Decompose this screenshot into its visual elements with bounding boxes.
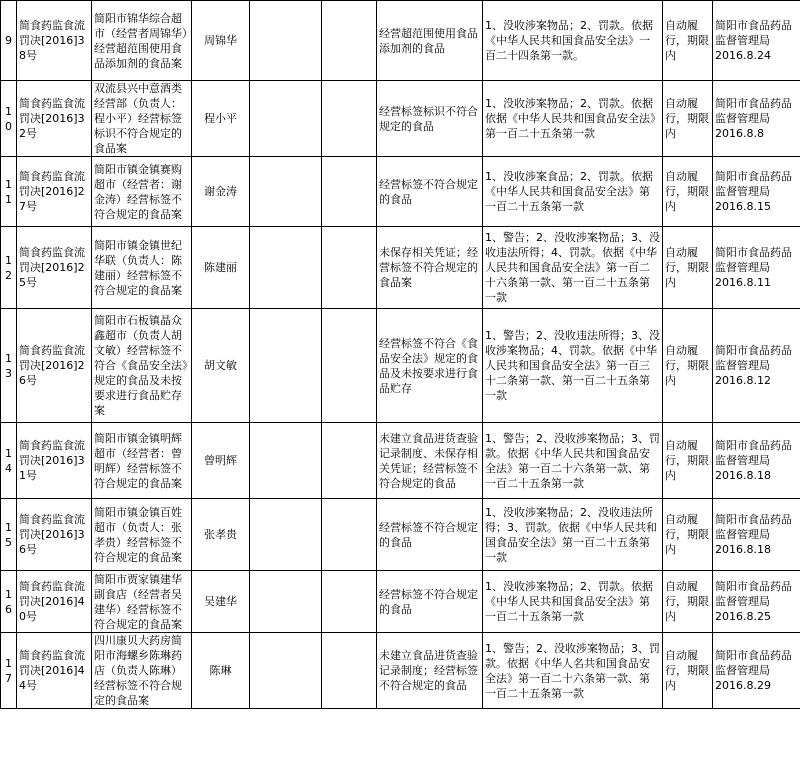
case-name: 简阳市镇金镇百姓超市（负责人：张孝贵）经营标签不符合规定的食品案 bbox=[92, 499, 192, 571]
authority-date-cell bbox=[713, 1, 800, 81]
responsible-person: 张孝贵 bbox=[192, 499, 250, 571]
violation-cell: 未建立食品进货查验记录制度、未保存相关凭证；经营标签不符合规定的食品 bbox=[377, 423, 483, 499]
penalty-cell: 1、警告；2、没收涉案物品；3、没收违法所得；4、罚款。依据《中华人民共和国食品安全法》第一百二十六条第一款、第一百二十五条第一款 bbox=[483, 227, 663, 309]
blank-cell bbox=[322, 157, 377, 227]
term-cell: 自动履行，期限内 bbox=[663, 571, 713, 633]
penalty-cell: 1、警告；2、没收涉案物品；3、罚款。依据《中华人民共和国食品安全法》第一百二十六条第一款、第一百二十五条第一款 bbox=[483, 423, 663, 499]
row-number: 14 bbox=[1, 423, 17, 499]
row-number: 13 bbox=[1, 309, 17, 423]
authority-name: 简阳市食品药品监督管理局 bbox=[715, 344, 792, 372]
row-number: 17 bbox=[1, 633, 17, 709]
table-row bbox=[1, 571, 800, 633]
violation-cell: 经营超范围使用食品添加剂的食品 bbox=[377, 1, 483, 81]
document-number: 简食药监食流罚决[2016]27号 bbox=[17, 157, 92, 227]
document-number: 简食药监食流罚决[2016]40号 bbox=[17, 571, 92, 633]
decision-date: 2016.8.8 bbox=[715, 127, 764, 140]
violation-cell: 经营标签不符合规定的食品 bbox=[377, 571, 483, 633]
document-number: 简食药监食流罚决[2016]26号 bbox=[17, 309, 92, 423]
penalty-cell: 1、警告；2、没收违法所得；3、没收涉案物品；4、罚款。依据《中华人民共和国食品安全法》第一百三十二条第一款、第一百二十五条第一款 bbox=[483, 309, 663, 423]
penalty-cell: 1、没收涉案物品；2、罚款。依据《中华人民共和国食品安全法》一百二十四条第一款。 bbox=[483, 1, 663, 81]
responsible-person: 谢金涛 bbox=[192, 157, 250, 227]
decision-date: 2016.8.18 bbox=[715, 543, 771, 556]
decision-date: 2016.8.12 bbox=[715, 374, 771, 387]
row-number: 16 bbox=[1, 571, 17, 633]
table-row bbox=[1, 423, 800, 499]
responsible-person: 周锦华 bbox=[192, 1, 250, 81]
violation-cell: 未建立食品进货查验记录制度；经营标签不符合规定的食品 bbox=[377, 633, 483, 709]
table-row bbox=[1, 227, 800, 309]
violation-cell: 经营标签不符合《食品安全法》规定的食品及未按要求进行食品贮存 bbox=[377, 309, 483, 423]
authority-date-cell bbox=[713, 309, 800, 423]
authority-date-cell bbox=[713, 227, 800, 309]
term-cell: 自动履行，期限内 bbox=[663, 227, 713, 309]
table-row bbox=[1, 1, 800, 81]
document-number: 简食药监食流罚决[2016]31号 bbox=[17, 423, 92, 499]
responsible-person: 陈琳 bbox=[192, 633, 250, 709]
document-number: 简食药监食流罚决[2016]44号 bbox=[17, 633, 92, 709]
decision-date: 2016.8.29 bbox=[715, 679, 771, 692]
responsible-person: 胡文敏 bbox=[192, 309, 250, 423]
authority-date-cell bbox=[713, 499, 800, 571]
term-cell: 自动履行，期限内 bbox=[663, 499, 713, 571]
table-row bbox=[1, 81, 800, 157]
authority-date-cell bbox=[713, 423, 800, 499]
authority-name: 简阳市食品药品监督管理局 bbox=[715, 97, 792, 125]
penalty-cell: 1、没收涉案物品；2、罚款。依据依据《中华人民共和国食品安全法》第一百二十五条第一款 bbox=[483, 81, 663, 157]
case-name: 双流县兴中意酒类经营部（负责人：程小平）经营标签标识不符合规定的食品案 bbox=[92, 81, 192, 157]
blank-cell bbox=[322, 423, 377, 499]
table-row bbox=[1, 499, 800, 571]
blank-cell bbox=[250, 157, 322, 227]
authority-date-cell bbox=[713, 157, 800, 227]
row-number: 15 bbox=[1, 499, 17, 571]
authority-name: 简阳市食品药品监督管理局 bbox=[715, 580, 792, 608]
blank-cell bbox=[250, 499, 322, 571]
case-name: 简阳市锦华综合超市（经营者周锦华）经营超范围使用食品添加剂的食品案 bbox=[92, 1, 192, 81]
authority-name: 简阳市食品药品监督管理局 bbox=[715, 439, 792, 467]
blank-cell bbox=[250, 1, 322, 81]
penalty-cell: 1、没收涉案物品；2、罚款。依据《中华人民共和国食品安全法》第一百二十五条第一款 bbox=[483, 571, 663, 633]
row-number: 12 bbox=[1, 227, 17, 309]
responsible-person: 曾明辉 bbox=[192, 423, 250, 499]
term-cell: 自动履行，期限内 bbox=[663, 309, 713, 423]
row-number: 11 bbox=[1, 157, 17, 227]
term-cell: 自动履行，期限内 bbox=[663, 81, 713, 157]
violation-cell: 经营标签不符合规定的食品 bbox=[377, 157, 483, 227]
table-row bbox=[1, 633, 800, 709]
case-name: 四川康贝大药房简阳市海螺乡陈琳药店（负责人陈琳）经营标签不符合规定的食品案 bbox=[92, 633, 192, 709]
blank-cell bbox=[250, 309, 322, 423]
penalty-cell: 1、警告；2、没收涉案物品；3、罚款。依据《中华人名共和国食品安全法》第一百二十六条第一款、第一百二十五条第一款 bbox=[483, 633, 663, 709]
decision-date: 2016.8.18 bbox=[715, 469, 771, 482]
blank-cell bbox=[250, 81, 322, 157]
authority-name: 简阳市食品药品监督管理局 bbox=[715, 246, 792, 274]
term-cell: 自动履行，期限内 bbox=[663, 157, 713, 227]
blank-cell bbox=[322, 309, 377, 423]
blank-cell bbox=[322, 633, 377, 709]
table-row bbox=[1, 157, 800, 227]
blank-cell bbox=[322, 499, 377, 571]
row-number: 10 bbox=[1, 81, 17, 157]
decision-date: 2016.8.24 bbox=[715, 49, 771, 62]
case-name: 简阳市镇金镇赛购超市（经营者：谢金涛）经营标签不符合规定的食品案 bbox=[92, 157, 192, 227]
decision-date: 2016.8.25 bbox=[715, 610, 771, 623]
authority-name: 简阳市食品药品监督管理局 bbox=[715, 513, 792, 541]
case-name: 简阳市镇金镇明辉超市（经营者：曾明辉）经营标签不符合规定的食品案 bbox=[92, 423, 192, 499]
authority-name: 简阳市食品药品监督管理局 bbox=[715, 19, 792, 47]
violation-cell: 未保存相关凭证；经营标签不符合规定的食品案 bbox=[377, 227, 483, 309]
term-cell: 自动履行，期限内 bbox=[663, 423, 713, 499]
blank-cell bbox=[322, 227, 377, 309]
authority-date-cell bbox=[713, 571, 800, 633]
blank-cell bbox=[250, 227, 322, 309]
case-name: 简阳市石板镇晶众鑫超市（负责人胡文敏）经营标签不符合《食品安全法》规定的食品及未按要求进行食品贮存案 bbox=[92, 309, 192, 423]
case-name: 简阳市贾家镇建华副食店（经营者吴建华）经营标签不符合规定的食品案 bbox=[92, 571, 192, 633]
authority-name: 简阳市食品药品监督管理局 bbox=[715, 649, 792, 677]
authority-date-cell bbox=[713, 81, 800, 157]
blank-cell bbox=[250, 423, 322, 499]
document-number: 简食药监食流罚决[2016]25号 bbox=[17, 227, 92, 309]
table-row bbox=[1, 309, 800, 423]
penalty-cell: 1、没收涉案食品；2、罚款。依据《中华人民共和国食品安全法》第一百二十五条第一款 bbox=[483, 157, 663, 227]
blank-cell bbox=[322, 571, 377, 633]
responsible-person: 陈建丽 bbox=[192, 227, 250, 309]
blank-cell bbox=[322, 81, 377, 157]
row-number: 9 bbox=[1, 1, 17, 81]
document-number: 简食药监食流罚决[2016]36号 bbox=[17, 499, 92, 571]
blank-cell bbox=[250, 571, 322, 633]
term-cell: 自动履行，期限内 bbox=[663, 1, 713, 81]
violation-cell: 经营标签不符合规定的食品 bbox=[377, 499, 483, 571]
penalty-cell: 1、没收涉案物品；2、没收违法所得；3、罚款。依据《中华人民共和国食品安全法》第一百二十五条第一款 bbox=[483, 499, 663, 571]
decision-date: 2016.8.15 bbox=[715, 200, 771, 213]
document-number: 简食药监食流罚决[2016]38号 bbox=[17, 1, 92, 81]
responsible-person: 程小平 bbox=[192, 81, 250, 157]
term-cell: 自动履行，期限内 bbox=[663, 633, 713, 709]
authority-date-cell bbox=[713, 633, 800, 709]
blank-cell bbox=[322, 1, 377, 81]
responsible-person: 吴建华 bbox=[192, 571, 250, 633]
document-number: 简食药监食流罚决[2016]32号 bbox=[17, 81, 92, 157]
case-name: 简阳市镇金镇世纪华联（负责人：陈建丽）经营标签不符合规定的食品案 bbox=[92, 227, 192, 309]
violation-cell: 经营标签标识不符合规定的食品 bbox=[377, 81, 483, 157]
blank-cell bbox=[250, 633, 322, 709]
authority-name: 简阳市食品药品监督管理局 bbox=[715, 170, 792, 198]
decision-date: 2016.8.11 bbox=[715, 276, 771, 289]
